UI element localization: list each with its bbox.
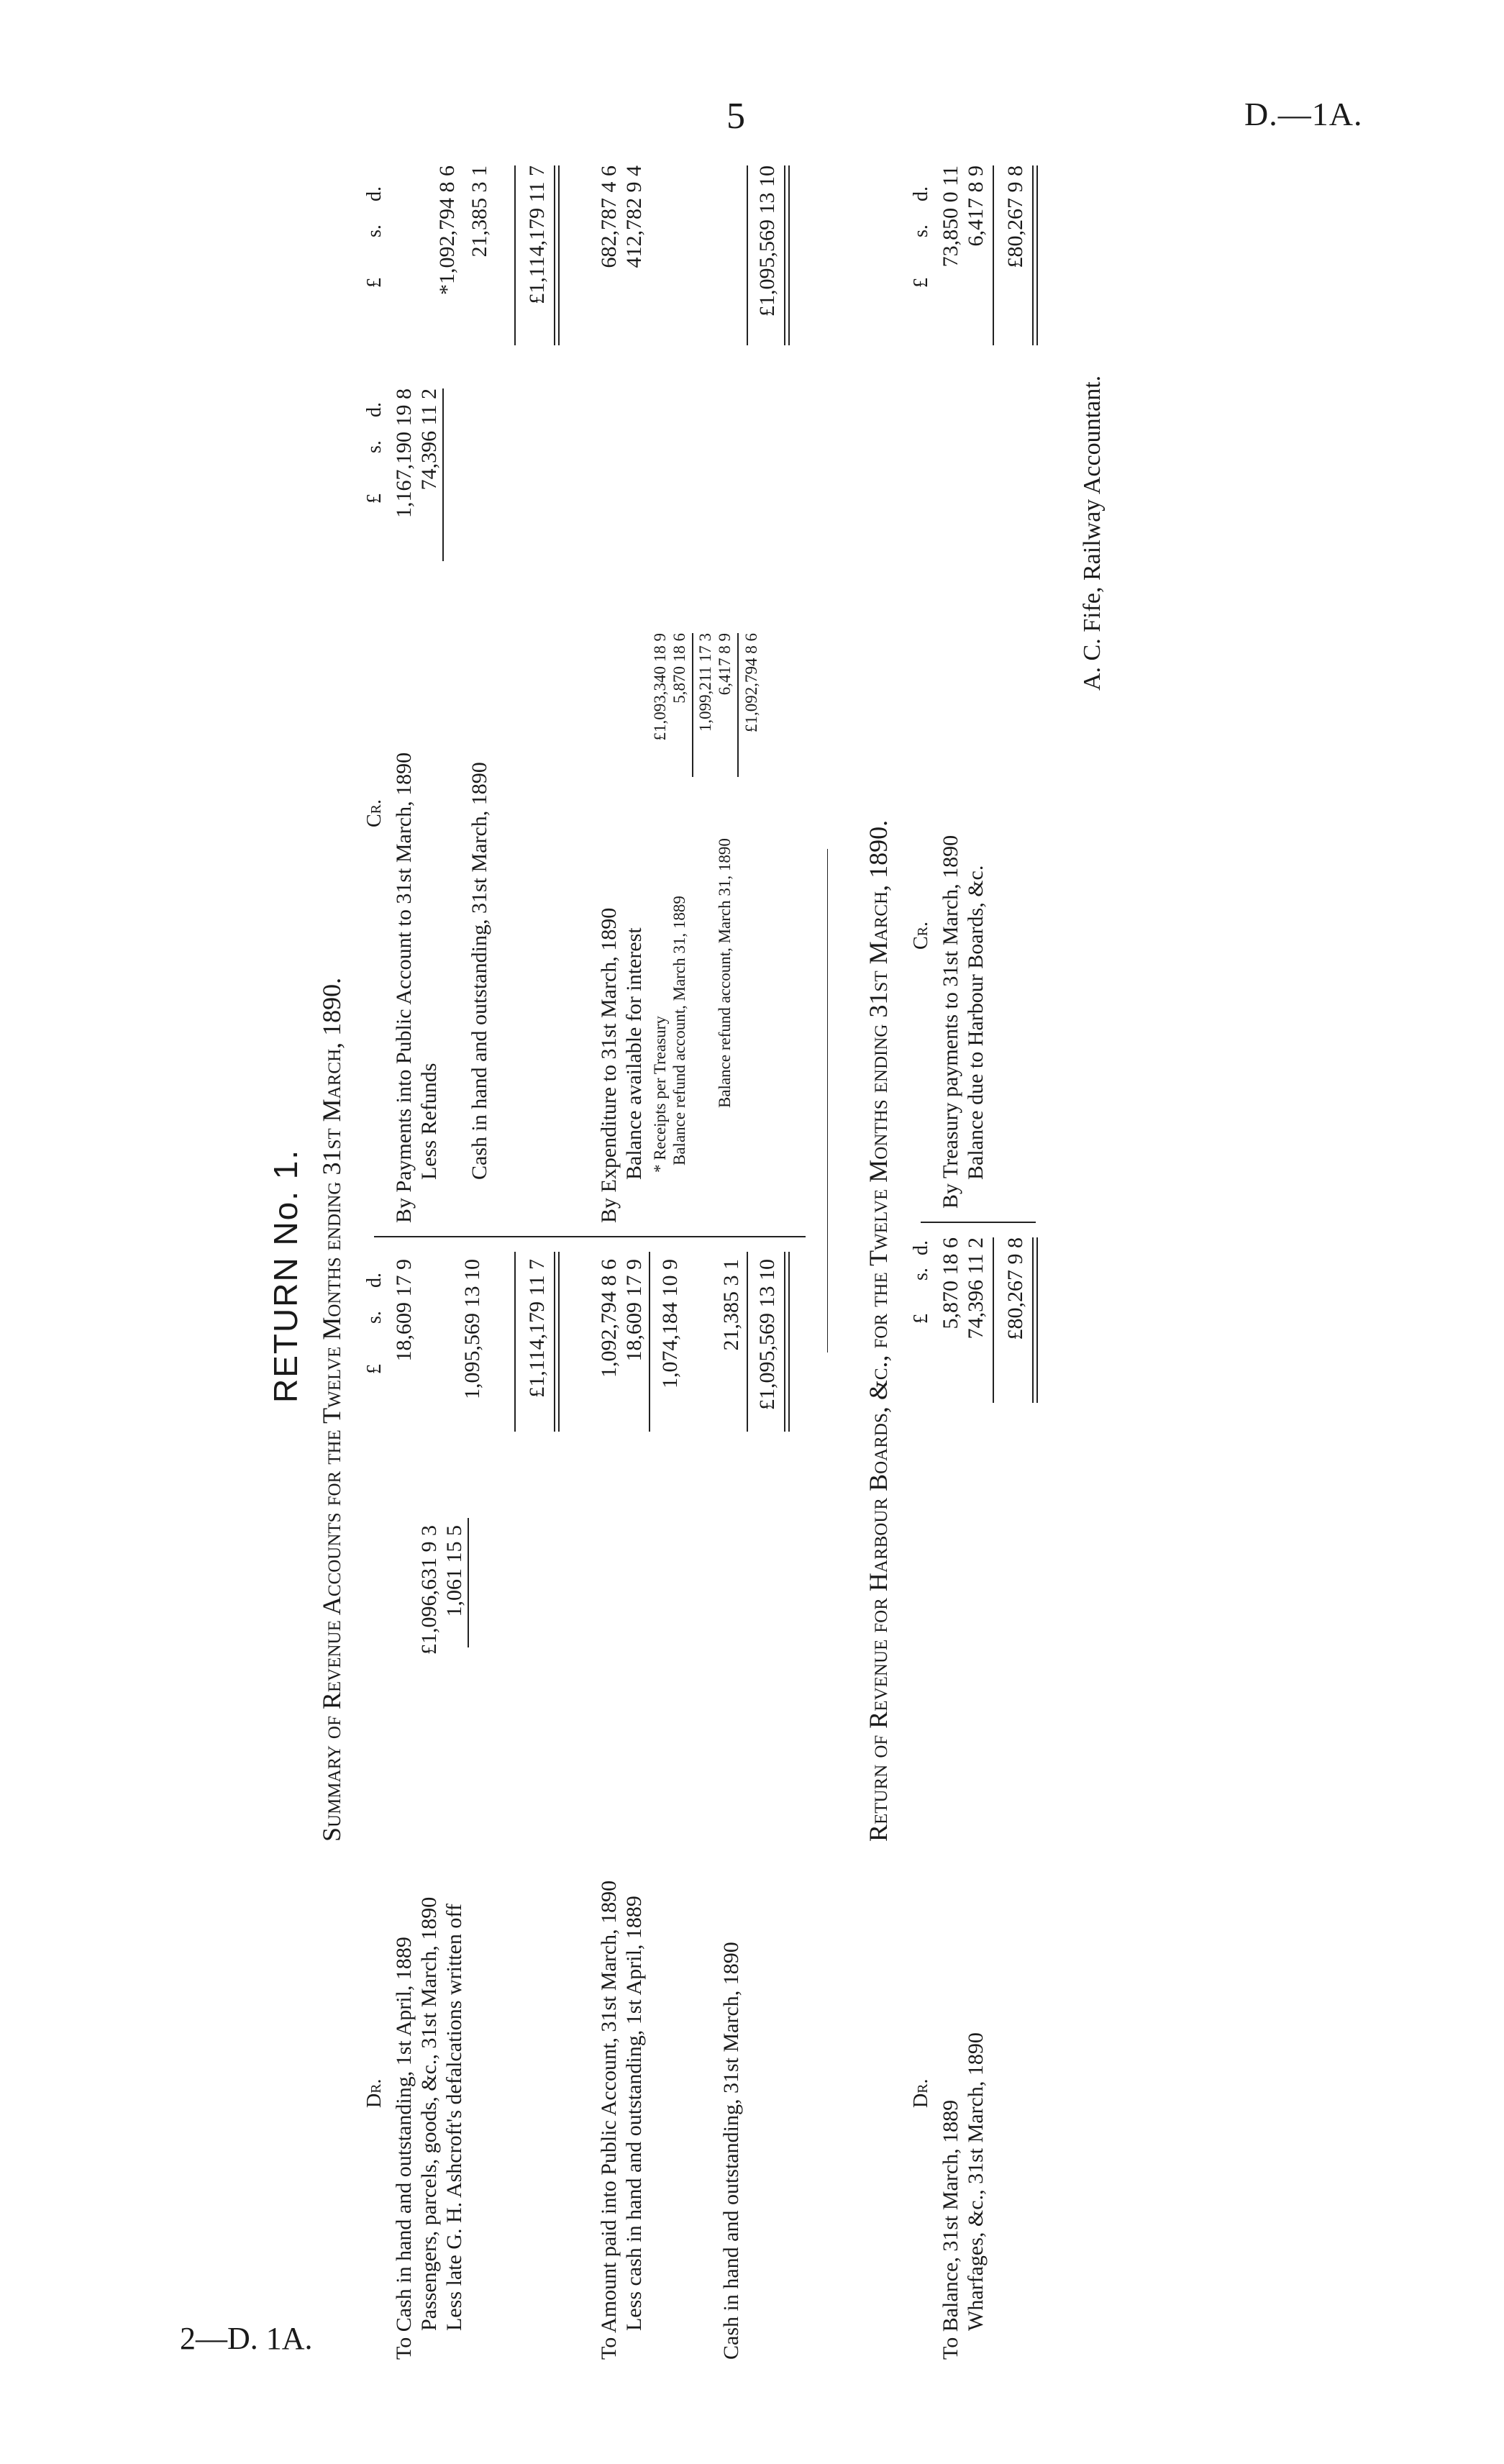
cr-line3: Cash in hand and outstanding, 31st March, 1890 <box>468 762 491 1180</box>
cr-note3: Balance refund account, March 31, 1890 <box>716 838 734 1108</box>
cr-total2: £1,095,569 13 10 <box>755 165 779 317</box>
r2-dr-pence-col: d. <box>910 1240 932 1255</box>
dr-total1: £1,114,179 11 7 <box>525 1259 549 1398</box>
dr-line2: Passengers, parcels, goods, &c., 31st March, 1890 <box>417 1896 441 2331</box>
cr-pound-col-1: £ <box>363 494 386 504</box>
return2-title: Return of Revenue for Harbour Boards, &c., for the Twelve Months ending 31st March, 1890. <box>864 819 893 1842</box>
page-number: 5 <box>726 96 745 137</box>
dr-line3-net: 1,095,569 13 10 <box>460 1259 484 1399</box>
footer-code: 2—D. 1A. <box>180 2321 313 2356</box>
dr-line3-amount: 1,061 15 5 <box>442 1525 466 1617</box>
cr-pence-col-2: d. <box>363 186 386 201</box>
cr-line2-net: *1,092,794 8 6 <box>435 165 459 295</box>
dr-total2: £1,095,569 13 10 <box>755 1259 779 1410</box>
cr-line1: By Payments into Public Account to 31st March, 1890 <box>392 752 416 1223</box>
r2-cr-pence-col: d. <box>910 186 932 201</box>
cr-note1: * Receipts per Treasury <box>651 1016 669 1173</box>
dr-line4: To Amount paid into Public Account, 31st March, 1890 <box>597 1880 621 2360</box>
cr-note2: Balance refund account, March 31, 1889 <box>670 896 688 1165</box>
r2-cr-line1: By Treasury payments to 31st March, 1890 <box>939 835 962 1209</box>
r2-dr-line1: To Balance, 31st March, 1889 <box>939 2099 962 2360</box>
cr-total1: £1,114,179 11 7 <box>525 165 549 304</box>
r2-cr-label: Cr. <box>910 921 932 950</box>
cr-note-total: £1,092,794 8 6 <box>742 633 760 732</box>
r2-cr-shilling-col: s. <box>910 224 932 237</box>
page-code: D.—1A. <box>1244 96 1363 132</box>
cr-pence-col-1: d. <box>363 402 386 417</box>
r2-dr-total: £80,267 9 8 <box>1003 1237 1027 1340</box>
dr-line3: Less late G. H. Ashcroft's defalcations written off <box>442 1904 466 2331</box>
cr-note1-amount: £1,093,340 18 9 <box>651 633 669 741</box>
dr-label: Dr. <box>363 2078 386 2108</box>
rotated-accounts-table <box>252 129 1331 2360</box>
cr-pound-col-2: £ <box>363 278 386 288</box>
dr-line5: Less cash in hand and outstanding, 1st April, 1889 <box>622 1896 646 2331</box>
r2-dr-line2: Wharfages, &c., 31st March, 1890 <box>964 2032 988 2331</box>
r2-dr-line1-amount: 5,870 18 6 <box>939 1237 962 1329</box>
cr-line5-amount: 412,782 9 4 <box>622 165 646 268</box>
r2-dr-label: Dr. <box>910 2078 932 2108</box>
dr-line5-amount: 18,609 17 9 <box>622 1259 646 1362</box>
cr-shilling-col-2: s. <box>363 224 386 237</box>
cr-note3-amount: 6,417 8 9 <box>716 633 734 696</box>
r2-dr-shilling-col: s. <box>910 1268 932 1281</box>
cr-line4: By Expenditure to 31st March, 1890 <box>597 907 621 1223</box>
cr-line4-amount: 682,787 4 6 <box>597 165 621 268</box>
cr-line5: Balance available for interest <box>622 927 646 1180</box>
r2-cr-line2-amount: 6,417 8 9 <box>964 165 988 247</box>
r2-cr-pound-col: £ <box>910 278 932 288</box>
cr-label: Cr. <box>363 799 386 827</box>
r2-cr-total: £80,267 9 8 <box>1003 165 1027 268</box>
r2-cr-line1-amount: 73,850 0 11 <box>939 165 962 268</box>
cr-line1-amount: 1,167,190 19 8 <box>392 388 416 518</box>
r2-dr-pound-col: £ <box>910 1314 932 1324</box>
r2-dr-line2-amount: 74,396 11 2 <box>964 1237 988 1340</box>
dr-shilling-col: s. <box>363 1311 386 1324</box>
dr-pound-col: £ <box>363 1364 386 1374</box>
cr-shilling-col-1: s. <box>363 440 386 453</box>
dr-line5-net: 1,074,184 10 9 <box>658 1259 682 1388</box>
dr-pence-col: d. <box>363 1273 386 1288</box>
dr-line1-amount: 18,609 17 9 <box>392 1259 416 1362</box>
r2-cr-line2: Balance due to Harbour Boards, &c. <box>964 865 988 1180</box>
cr-note-subtotal: 1,099,211 17 3 <box>696 633 714 732</box>
dr-line2-amount: £1,096,631 9 3 <box>417 1525 441 1655</box>
return-heading: RETURN No. 1. <box>267 1148 304 1403</box>
dr-line1: To Cash in hand and outstanding, 1st April, 1889 <box>392 1937 416 2360</box>
return1-title: Summary of Revenue Accounts for the Twelve Months ending 31st March, 1890. <box>317 977 346 1842</box>
cr-note2-amount: 5,870 18 6 <box>670 633 688 704</box>
cr-line3-amount: 21,385 3 1 <box>468 165 491 258</box>
dr-line4-amount: 1,092,794 8 6 <box>597 1259 621 1378</box>
cr-line2: Less Refunds <box>417 1063 441 1180</box>
dr-line6: Cash in hand and outstanding, 31st March, 1890 <box>719 1942 743 2360</box>
cr-line2-amount: 74,396 11 2 <box>417 388 441 491</box>
dr-line6-amount: 21,385 3 1 <box>719 1259 743 1351</box>
signature: A. C. Fife, Railway Accountant. <box>1079 375 1106 691</box>
